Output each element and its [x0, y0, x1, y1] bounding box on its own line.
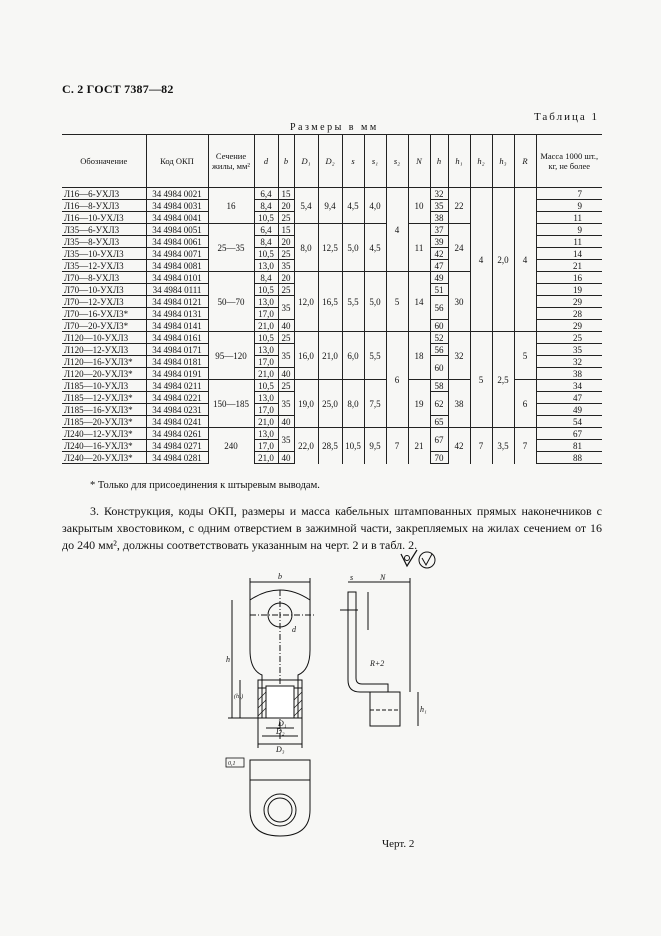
- cell-okp: 34 4984 0121: [146, 296, 208, 308]
- cell-mass: 49: [536, 404, 602, 416]
- cell-mass: 54: [536, 416, 602, 428]
- cell-s: 6,0: [342, 332, 364, 380]
- table-row: [62, 428, 602, 440]
- cell-h3: 2,5: [492, 332, 514, 428]
- cell-name: Л35—10-УХЛ3: [62, 248, 146, 260]
- cell-okp: 34 4984 0191: [146, 368, 208, 380]
- cell-h: 35: [430, 200, 448, 212]
- cell-okp: 34 4984 0131: [146, 308, 208, 320]
- cell-h2: 4: [470, 188, 492, 332]
- label-b: b: [278, 572, 282, 581]
- cell-s1: 9,5: [364, 428, 386, 464]
- cell-okp: 34 4984 0021: [146, 188, 208, 200]
- cell-h: 39: [430, 236, 448, 248]
- cell-name: Л16—6-УХЛ3: [62, 188, 146, 200]
- cell-d: 10,5: [254, 284, 278, 296]
- cell-d: 13,0: [254, 428, 278, 440]
- roughness-symbol-icon: [399, 548, 439, 572]
- cell-b: 35: [278, 260, 294, 272]
- cell-section: 150—185: [208, 380, 254, 428]
- cell-name: Л16—10-УХЛ3: [64, 212, 124, 223]
- cell-h: 65: [430, 416, 448, 428]
- lug-bottom-barrel: [250, 760, 310, 780]
- cell-s1: 5,0: [364, 272, 386, 332]
- cell-h: 56: [430, 344, 448, 356]
- cell-mass: 14: [536, 248, 602, 260]
- table-footnote: * Только для присоединения к штыревым выводам.: [90, 480, 320, 491]
- cell-h3: 2,0: [492, 188, 514, 332]
- cell-h2: 7: [470, 428, 492, 464]
- label-tol: 0,1: [228, 761, 236, 767]
- cell-b: 25: [278, 212, 294, 224]
- cell-mass: 88: [536, 452, 602, 464]
- cell-okp: 34 4984 0221: [146, 392, 208, 404]
- cell-okp: 34 4984 0101: [146, 272, 208, 284]
- cell-D1: 5,4: [294, 188, 318, 224]
- cell-h: 52: [430, 332, 448, 344]
- cell-d: 17,0: [254, 308, 278, 320]
- cell-name: Л185—10-УХЛ3: [62, 380, 146, 392]
- cell-b: 35: [278, 344, 294, 368]
- cell-h: 56: [430, 296, 448, 320]
- cell-okp: 34 4984 0071: [146, 248, 208, 260]
- cell-R: 6: [514, 380, 536, 428]
- cell-name: Л185—16-УХЛ3*: [62, 404, 146, 416]
- cell-h: 60: [430, 320, 448, 332]
- label-d: d: [292, 625, 296, 634]
- cell-d: 17,0: [254, 356, 278, 368]
- cell-d: 8,4: [254, 272, 278, 284]
- cell-okp: 34 4984 0141: [146, 320, 208, 332]
- table-row: [62, 332, 602, 344]
- label-R: R+2: [370, 659, 385, 668]
- cell-okp: 34 4984 0081: [146, 260, 208, 272]
- cell-d: 6,4: [254, 188, 278, 200]
- cell-name: Л120—20-УХЛ3*: [64, 368, 133, 379]
- cell-s1: 4,5: [364, 224, 386, 272]
- cell-s: 5,5: [342, 272, 364, 332]
- label-N: N: [380, 573, 386, 582]
- cell-name: Л120—12-УХЛ3: [62, 344, 146, 356]
- cell-d: 8,4: [254, 200, 278, 212]
- cell-h: 58: [430, 380, 448, 392]
- cell-h3: 3,5: [492, 428, 514, 464]
- cell-section: 16: [208, 188, 254, 224]
- cell-d: 13,0: [254, 260, 278, 272]
- col-mass: Масса 1000 шт., кг, не более: [536, 135, 602, 188]
- col-s: s: [342, 135, 364, 188]
- page-header: С. 2 ГОСТ 7387—82: [62, 82, 174, 96]
- cell-h2: 5: [470, 332, 492, 428]
- cell-D2: 25,0: [318, 380, 342, 428]
- lug-bottom-plate: [250, 780, 310, 836]
- cell-h: 62: [430, 392, 448, 416]
- label-s: s: [350, 573, 354, 582]
- cell-b: 25: [278, 284, 294, 296]
- cell-name: Л240—20-УХЛ3*: [62, 452, 146, 464]
- label-D1: D₁: [278, 719, 287, 728]
- cell-okp: 34 4984 0061: [146, 236, 208, 248]
- col-designation: Обозначение: [62, 135, 146, 188]
- cell-d: 13,0: [254, 392, 278, 404]
- cell-okp: 34 4984 0171: [146, 344, 208, 356]
- cell-okp: 34 4984 0281: [146, 452, 208, 464]
- cell-N: 21: [408, 428, 430, 464]
- spec-table: [62, 134, 602, 464]
- cell-h: 47: [430, 260, 448, 272]
- table-row: [62, 188, 602, 200]
- cell-b: 15: [278, 188, 294, 200]
- cell-D2: 28,5: [318, 428, 342, 464]
- cell-b: 25: [278, 332, 294, 344]
- cell-mass: 9: [536, 200, 602, 212]
- cell-b: 15: [278, 224, 294, 236]
- cell-d: 17,0: [254, 440, 278, 452]
- lug-side-barrel: [370, 692, 400, 726]
- cell-b: 40: [278, 368, 294, 380]
- paragraph-text: 3. Конструкция, коды ОКП, размеры и масса кабельных штампованных прямых наконечников с закрытым хвостовиком, с одним отверстием в зажимной части, закрепляемых на жилах сечением от 16 до 240 мм², должны соответствовать указанным на черт. 2 и в табл. 2.: [62, 504, 602, 552]
- cell-h1: 38: [448, 380, 470, 428]
- col-D2: D₂: [318, 135, 342, 188]
- cell-mass: 16: [536, 272, 602, 284]
- cell-okp: 34 4984 0111: [146, 284, 208, 296]
- cell-d: 6,4: [254, 224, 278, 236]
- cell-okp: 34 4984 0041: [146, 212, 208, 224]
- cell-N: 10: [408, 188, 430, 224]
- label-h: h: [226, 655, 230, 664]
- cell-N: 11: [408, 224, 430, 272]
- col-okp: Код ОКП: [146, 135, 208, 188]
- cell-okp: 34 4984 0051: [146, 224, 208, 236]
- label-h1: h₁: [420, 705, 427, 714]
- cell-h: 67: [430, 428, 448, 452]
- cell-d: 10,5: [254, 332, 278, 344]
- cell-D2: 16,5: [318, 272, 342, 332]
- cell-okp: 34 4984 0261: [146, 428, 208, 440]
- cell-section: 25—35: [208, 224, 254, 272]
- cell-b: 40: [278, 320, 294, 332]
- cell-mass: 11: [536, 212, 602, 224]
- cell-okp: 34 4984 0031: [146, 200, 208, 212]
- col-h3: h₃: [492, 135, 514, 188]
- cell-d: 21,0: [254, 452, 278, 464]
- cell-section: 50—70: [208, 272, 254, 332]
- cell-s2: 5: [386, 272, 408, 332]
- col-d: d: [254, 135, 278, 188]
- cell-mass: 35: [536, 344, 602, 356]
- cell-D2: 12,5: [318, 224, 342, 272]
- cell-s2: 6: [386, 332, 408, 428]
- cell-R: 7: [514, 428, 536, 464]
- cell-mass: 29: [536, 320, 602, 332]
- cell-N: 19: [408, 380, 430, 428]
- cell-mass: 19: [536, 284, 602, 296]
- cell-d: 10,5: [254, 212, 278, 224]
- cell-D1: 12,0: [294, 272, 318, 332]
- cell-b: 40: [278, 452, 294, 464]
- col-D1: D₁: [294, 135, 318, 188]
- cell-name: Л240—16-УХЛ3*: [62, 440, 146, 452]
- label-D2: D₂: [276, 727, 285, 736]
- col-h2: h₂: [470, 135, 492, 188]
- label-D3: D₃: [276, 745, 285, 754]
- cell-name: Л70—10-УХЛ3: [62, 284, 146, 296]
- col-b: b: [278, 135, 294, 188]
- cell-name: Л120—16-УХЛ3*: [62, 356, 146, 368]
- cell-D1: 19,0: [294, 380, 318, 428]
- cell-h1: 32: [448, 332, 470, 380]
- col-section: Сечение жилы, мм²: [208, 135, 254, 188]
- cell-mass: 67: [536, 428, 602, 440]
- drawing-caption: Черт. 2: [382, 838, 415, 850]
- cell-d: 17,0: [254, 404, 278, 416]
- cell-h1: 30: [448, 272, 470, 332]
- cell-name: Л70—20-УХЛ3*: [64, 320, 129, 331]
- cell-s1: 4,0: [364, 188, 386, 224]
- cell-d: 21,0: [254, 368, 278, 380]
- cell-name: Л185—20-УХЛ3*: [64, 416, 133, 427]
- cell-b: 20: [278, 236, 294, 248]
- cell-okp: 34 4984 0161: [146, 332, 208, 344]
- cell-mass: 29: [536, 296, 602, 308]
- cell-h1: 42: [448, 428, 470, 464]
- cell-name: Л120—10-УХЛ3: [62, 332, 146, 344]
- cell-mass: 32: [536, 356, 602, 368]
- cell-h: 60: [430, 356, 448, 380]
- cell-s2: 7: [386, 428, 408, 464]
- cell-mass: 81: [536, 440, 602, 452]
- cell-mass: 38: [536, 368, 602, 380]
- cell-mass: 25: [536, 332, 602, 344]
- cell-section: 240: [208, 428, 254, 464]
- cell-name: Л70—8-УХЛ3: [62, 272, 146, 284]
- cell-h: 37: [430, 224, 448, 236]
- cell-s: 4,5: [342, 188, 364, 224]
- body-paragraph: [62, 503, 602, 554]
- cell-b: 35: [278, 428, 294, 452]
- cell-name: Л16—8-УХЛ3: [62, 200, 146, 212]
- cell-D1: 22,0: [294, 428, 318, 464]
- cell-b: 40: [278, 416, 294, 428]
- col-s2: s₂: [386, 135, 408, 188]
- cell-okp: 34 4984 0231: [146, 404, 208, 416]
- cell-s: 5,0: [342, 224, 364, 272]
- cell-name: Л185—12-УХЛ3*: [62, 392, 146, 404]
- col-s1: s₁: [364, 135, 386, 188]
- cell-okp: 34 4984 0211: [146, 380, 208, 392]
- cell-name: Л70—12-УХЛ3: [62, 296, 146, 308]
- table-label: Таблица 1: [533, 111, 599, 123]
- cell-okp: 34 4984 0181: [146, 356, 208, 368]
- cell-name: Л70—16-УХЛ3*: [62, 308, 146, 320]
- cell-h1: 22: [448, 188, 470, 224]
- cell-okp: 34 4984 0241: [146, 416, 208, 428]
- cell-d: 13,0: [254, 296, 278, 308]
- cell-R: 4: [514, 188, 536, 332]
- sizes-label: Размеры в мм: [290, 122, 379, 133]
- cell-N: 18: [408, 332, 430, 380]
- col-h: h: [430, 135, 448, 188]
- cell-h: 49: [430, 272, 448, 284]
- cell-b: 25: [278, 380, 294, 392]
- table-header-row: [62, 135, 602, 188]
- cell-R: 5: [514, 332, 536, 380]
- cell-name: Л35—6-УХЛ3: [62, 224, 146, 236]
- cell-D1: 8,0: [294, 224, 318, 272]
- cell-h: 38: [430, 212, 448, 224]
- cell-D2: 21,0: [318, 332, 342, 380]
- cell-d: 21,0: [254, 416, 278, 428]
- cell-b: 35: [278, 392, 294, 416]
- cell-s2: 4: [386, 188, 408, 272]
- cell-mass: 11: [536, 236, 602, 248]
- cell-d: 10,5: [254, 380, 278, 392]
- table-row: [62, 380, 602, 392]
- cell-N: 14: [408, 272, 430, 332]
- cell-h: 51: [430, 284, 448, 296]
- col-R: R: [514, 135, 536, 188]
- col-h1: h₁: [448, 135, 470, 188]
- cell-b: 35: [278, 296, 294, 320]
- cell-mass: 34: [536, 380, 602, 392]
- cell-s: 10,5: [342, 428, 364, 464]
- cell-b: 25: [278, 248, 294, 260]
- cell-b: 20: [278, 200, 294, 212]
- cell-d: 8,4: [254, 236, 278, 248]
- cell-h: 32: [430, 188, 448, 200]
- cell-d: 10,5: [254, 248, 278, 260]
- cell-D2: 9,4: [318, 188, 342, 224]
- lug-technical-drawing: [220, 570, 460, 838]
- cell-name: Л35—8-УХЛ3: [62, 236, 146, 248]
- cell-mass: 47: [536, 392, 602, 404]
- label-h2: (h₂): [234, 694, 244, 700]
- cell-name: Л35—12-УХЛ3: [64, 260, 124, 271]
- cell-name: Л240—12-УХЛ3*: [62, 428, 146, 440]
- col-N: N: [408, 135, 430, 188]
- cell-D1: 16,0: [294, 332, 318, 380]
- cell-mass: 7: [536, 188, 602, 200]
- cell-section: 95—120: [208, 332, 254, 380]
- cell-mass: 21: [536, 260, 602, 272]
- cell-mass: 9: [536, 224, 602, 236]
- cell-d: 21,0: [254, 320, 278, 332]
- cell-h: 42: [430, 248, 448, 260]
- cell-s1: 5,5: [364, 332, 386, 380]
- cell-okp: 34 4984 0271: [146, 440, 208, 452]
- cell-h1: 24: [448, 224, 470, 272]
- cell-d: 13,0: [254, 344, 278, 356]
- cell-s: 8,0: [342, 380, 364, 428]
- cell-b: 20: [278, 272, 294, 284]
- cell-mass: 28: [536, 308, 602, 320]
- cell-s1: 7,5: [364, 380, 386, 428]
- cell-h: 70: [430, 452, 448, 464]
